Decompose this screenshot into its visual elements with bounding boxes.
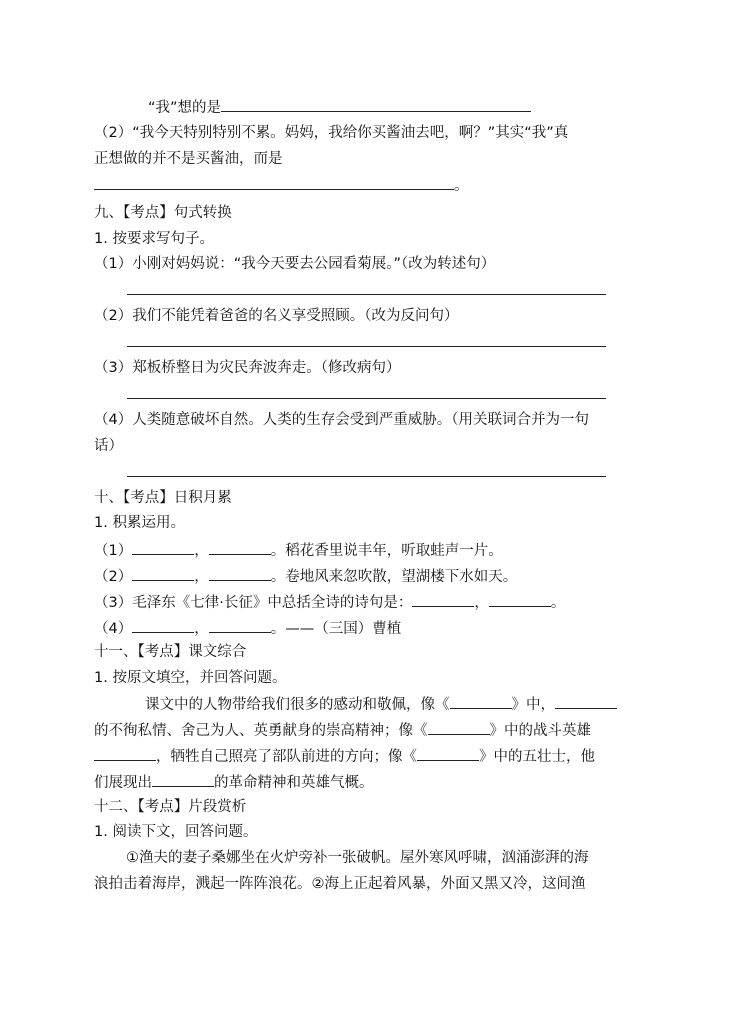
s9-q1: 1. 按要求写句子。 [94,231,214,247]
para-text: ，牺牲自己照亮了部队前进的方向；像《 [156,749,417,765]
fill-blank[interactable] [209,565,271,581]
s8-q2-line3 [94,174,469,196]
para-text: 》中， [511,697,555,713]
fill-blank[interactable] [132,565,194,581]
s12-heading: 十二、【考点】片段赏析 [94,799,247,815]
s8-q2-line1: （2）“我今天特别特别不累。妈妈，我给你买酱油去吧，啊？”其实“我”真 [94,125,569,141]
fill-blank[interactable] [132,617,194,633]
s11-para-line-4 [94,771,374,793]
s11-para-line-1 [145,693,617,715]
s11-q1: 1. 按原文填空，并回答问题。 [94,670,287,686]
answer-line-2[interactable] [127,346,606,347]
fill-blank[interactable] [152,771,214,787]
s10-line-2 [94,565,517,587]
s9-heading: 九、【考点】句式转换 [94,205,232,221]
comma: ， [194,569,209,585]
poem-text: 。稻花香里说丰年，听取蛙声一片。 [270,543,503,559]
s10-line-1 [94,539,503,561]
fill-blank[interactable] [489,591,551,607]
poem-text: 。卷地风来忽吹散，望湖楼下水如天。 [270,569,518,585]
answer-line-3[interactable] [127,398,606,399]
fill-blank[interactable] [417,745,479,761]
answer-blank[interactable] [221,96,531,112]
para-text: 的不徇私情、舍己为人、英勇献身的崇高精神；像《 [94,723,428,739]
s10-q1: 1. 积累运用。 [94,515,185,531]
para-text: 们展现出 [94,775,152,791]
period: 。 [550,595,566,611]
item-number: （2） [94,569,133,585]
s12-q1: 1. 阅读下文，回答问题。 [94,824,258,840]
comma: ， [194,621,209,637]
s11-para-line-2 [94,719,591,741]
fill-blank[interactable] [555,693,617,709]
s9-item-1: （1）小刚对妈妈说：“我今天要去公园看菊展。”（改为转述句） [94,256,496,272]
fill-blank[interactable] [412,591,474,607]
s9-item-2: （2）我们不能凭着爸爸的名义享受照顾。（改为反问句） [94,308,459,324]
s10-line-4 [94,617,401,639]
answer-line-1[interactable] [127,294,606,295]
period: 。 [454,178,469,194]
para-text: 课文中的人物带给我们很多的感动和敬佩，像《 [145,697,450,713]
para-text: 》中的五壮士，他 [479,749,595,765]
fill-blank[interactable] [94,745,156,761]
para-text: 》中的战斗英雄 [489,723,591,739]
comma: ， [194,543,209,559]
item-number: （1） [94,543,133,559]
s12-reading-line-2: 浪拍击着海岸，溅起一阵阵浪花。②海上正起着风暴，外面又黑又冷，这间渔 [94,876,586,892]
para-text: 的革命精神和英雄气概。 [214,775,374,791]
fill-blank[interactable] [209,617,271,633]
s12-reading-line-1: ①渔夫的妻子桑娜坐在火炉旁补一张破帆。屋外寒风呼啸，汹涌澎湃的海 [126,850,589,866]
s10-line-3 [94,591,565,613]
poem-text: 。——（三国）曹植 [270,621,402,637]
fill-blank[interactable] [428,719,490,735]
s10-heading: 十、【考点】日积月累 [94,490,232,506]
s9-item-4: （4）人类随意破坏自然。人类的生存会受到严重威胁。（用关联词合并为一句 [94,412,589,428]
s9-item-3: （3）郑板桥整日为灾民奔波奔走。（修改病句） [94,360,401,376]
s9-item-4-cont: 话） [94,438,123,454]
s8-line1-text: “我”想的是 [148,100,222,116]
fill-blank[interactable] [450,693,512,709]
item-number: （4） [94,621,133,637]
answer-line-4[interactable] [127,476,606,477]
s11-heading: 十一、【考点】课文综合 [94,644,247,660]
fill-blank[interactable] [209,539,271,555]
answer-blank[interactable] [94,174,454,190]
s11-para-line-3 [94,745,595,767]
s8-q2-line2: 正想做的并不是买酱油，而是 [94,151,283,167]
question-text: （3）毛泽东《七律·长征》中总括全诗的诗句是： [94,595,413,611]
fill-blank[interactable] [132,539,194,555]
comma: ， [474,595,489,611]
s8-line1 [148,96,531,118]
